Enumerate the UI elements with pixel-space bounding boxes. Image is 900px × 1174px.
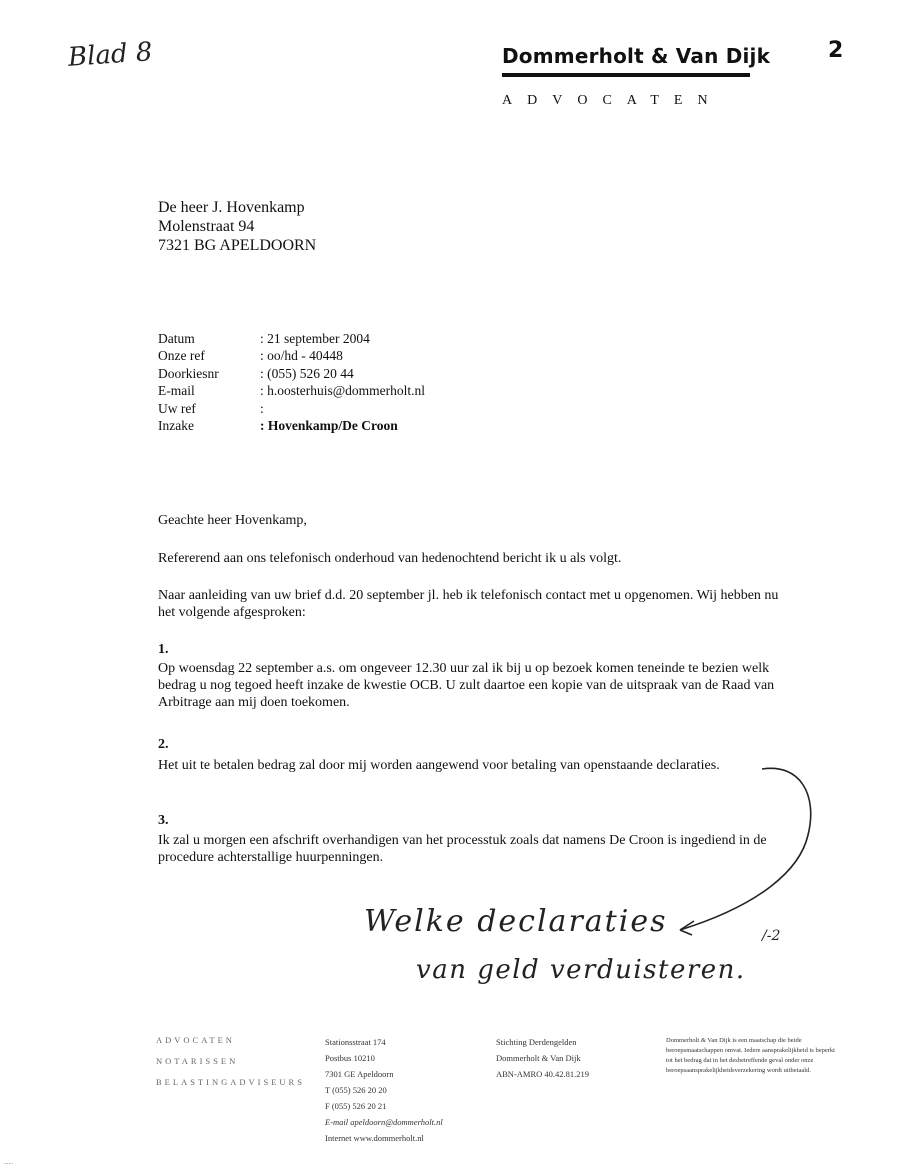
item-number: 1. [158, 642, 169, 657]
firm-name: Dommerholt & Van Dijk [502, 44, 771, 68]
meta-label: E-mail [158, 383, 195, 399]
page-continuation-mark: /-2 [762, 928, 781, 944]
footer-line: Postbus 10210 [325, 1053, 375, 1063]
item-number: 3. [158, 813, 169, 828]
footer-line: Stichting Derdengelden [496, 1037, 577, 1047]
meta-value: : 21 september 2004 [260, 331, 370, 346]
handwritten-page-label: Blad 8 [67, 37, 154, 73]
email-value: : h.oosterhuis@dommerholt.nl [260, 383, 426, 399]
firm-logo-rule [502, 73, 750, 77]
meta-value: : oo/hd - 40448 [260, 348, 343, 364]
footer-line: NOTARISSEN [156, 1056, 239, 1066]
meta-label: Inzake [158, 418, 194, 434]
meta-row [158, 400, 425, 417]
item-number: 2. [158, 737, 169, 752]
salutation: Geachte heer Hovenkamp, [158, 513, 307, 528]
page-number: 2 [828, 38, 844, 63]
firm-subtitle: ADVOCATEN [502, 93, 723, 108]
reference-table [158, 330, 425, 434]
footer-line: BELASTINGADVISEURS [156, 1077, 305, 1087]
footer-line: Dommerholt & Van Dijk [496, 1053, 581, 1063]
recipient-city: 7321 BG APELDOORN [158, 237, 317, 254]
footer-address [325, 1034, 443, 1146]
footer-line: F (055) 526 20 21 [325, 1101, 387, 1111]
meta-label: Doorkiesnr [158, 365, 219, 381]
recipient-street: Molenstraat 94 [158, 218, 255, 235]
footer-bank [496, 1034, 589, 1082]
paragraph-1: Naar aanleiding van uw brief d.d. 20 september jl. heb ik telefonisch contact met u opgenomen. Wij hebben nu het volgende afgesproken: [158, 588, 779, 620]
scan-marks: ...... [4, 1160, 13, 1166]
footer-line: ADVOCATEN [156, 1035, 235, 1045]
meta-label: Uw ref [158, 400, 196, 416]
footer-line[interactable]: E-mail apeldoorn@dommerholt.nl [325, 1117, 443, 1127]
meta-row [158, 382, 425, 399]
meta-row [158, 365, 425, 382]
item-text: Het uit te betalen bedrag zal door mij worden aangewend voor betaling van openstaande declaraties. [158, 758, 720, 773]
meta-value: : [260, 400, 264, 416]
meta-row [158, 417, 425, 434]
meta-row [158, 330, 425, 347]
meta-label: Datum [158, 331, 195, 346]
meta-label: Onze ref [158, 348, 205, 364]
footer-line: 7301 GE Apeldoorn [325, 1069, 394, 1079]
footer-line: Stationsstraat 174 [325, 1037, 386, 1047]
intro-paragraph: Refererend aan ons telefonisch onderhoud van hedenochtend bericht ik u als volgt. [158, 551, 622, 566]
handwritten-note-line2: van geld verduisteren. [416, 955, 746, 985]
item-text: Ik zal u morgen een afschrift overhandigen van het processtuk zoals dat namens De Croon is ingediend in de procedure achterstallige huurpenningen. [158, 833, 767, 865]
subject-value: : Hovenkamp/De Croon [260, 418, 398, 434]
footer-line: T (055) 526 20 20 [325, 1085, 387, 1095]
recipient-name: De heer J. Hovenkamp [158, 199, 305, 216]
footer-line[interactable]: Internet www.dommerholt.nl [325, 1133, 424, 1143]
footer-disclaimer: Dommerholt & Van Dijk is een maatschap die beide beroepsmaatschappen omvat. Iedere aansprakelijkheid is beperkt tot het bedrag dat in het desbetreffende geval onder onze beroepsaansprakelijkheidsverzekering wordt uitbetaald. [666, 1037, 835, 1074]
footer-line: ABN-AMRO 40.42.81.219 [496, 1069, 590, 1079]
item-text: Op woensdag 22 september a.s. om ongeveer 12.30 uur zal ik bij u op bezoek komen teneinde te bezien welk bedrag u nog tegoed heeft inzake de kwestie OCB. U zult daartoe een kopie van de uitspraak van de Raad van Arbitrage aan mij doen toekomen. [158, 661, 775, 710]
meta-row [158, 347, 425, 364]
meta-value: : (055) 526 20 44 [260, 365, 354, 381]
footer-practices [156, 1030, 305, 1093]
handwritten-note-line1: Welke declaraties [364, 904, 668, 939]
handwritten-arrow [660, 755, 830, 940]
